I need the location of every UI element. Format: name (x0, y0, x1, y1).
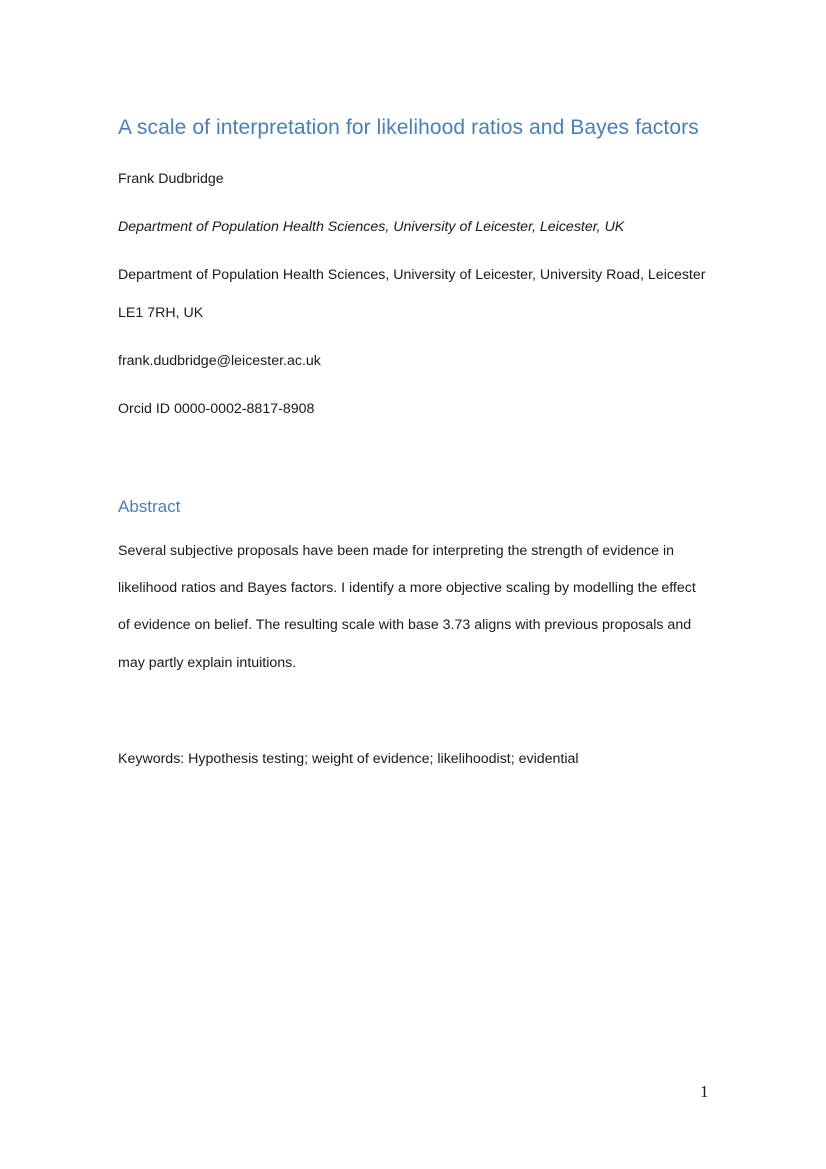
keywords: Keywords: Hypothesis testing; weight of evidence; likelihoodist; evidential (118, 751, 579, 767)
author-email: frank.dudbridge@leicester.ac.uk (118, 353, 321, 369)
abstract-line: Several subjective proposals have been made for interpreting the strength of evidence in (118, 543, 675, 559)
paper-title: A scale of interpretation for likelihood ratios and Bayes factors (118, 116, 699, 139)
abstract-line: likelihood ratios and Bayes factors. I identify a more objective scaling by modelling the effect (118, 580, 696, 596)
author-affiliation: Department of Population Health Sciences, University of Leicester, Leicester, UK (118, 219, 625, 235)
abstract-heading: Abstract (118, 497, 181, 516)
abstract-line: may partly explain intuitions. (118, 655, 297, 671)
address-line-1: Department of Population Health Sciences, University of Leicester, University Road, Leicester (118, 267, 706, 283)
address-line-2: LE1 7RH, UK (118, 305, 204, 321)
orcid-id: Orcid ID 0000-0002-8817-8908 (118, 401, 315, 417)
page-number: 1 (700, 1082, 709, 1101)
abstract-line: of evidence on belief. The resulting scale with base 3.73 aligns with previous proposals and (118, 617, 692, 633)
author-name: Frank Dudbridge (118, 171, 224, 187)
